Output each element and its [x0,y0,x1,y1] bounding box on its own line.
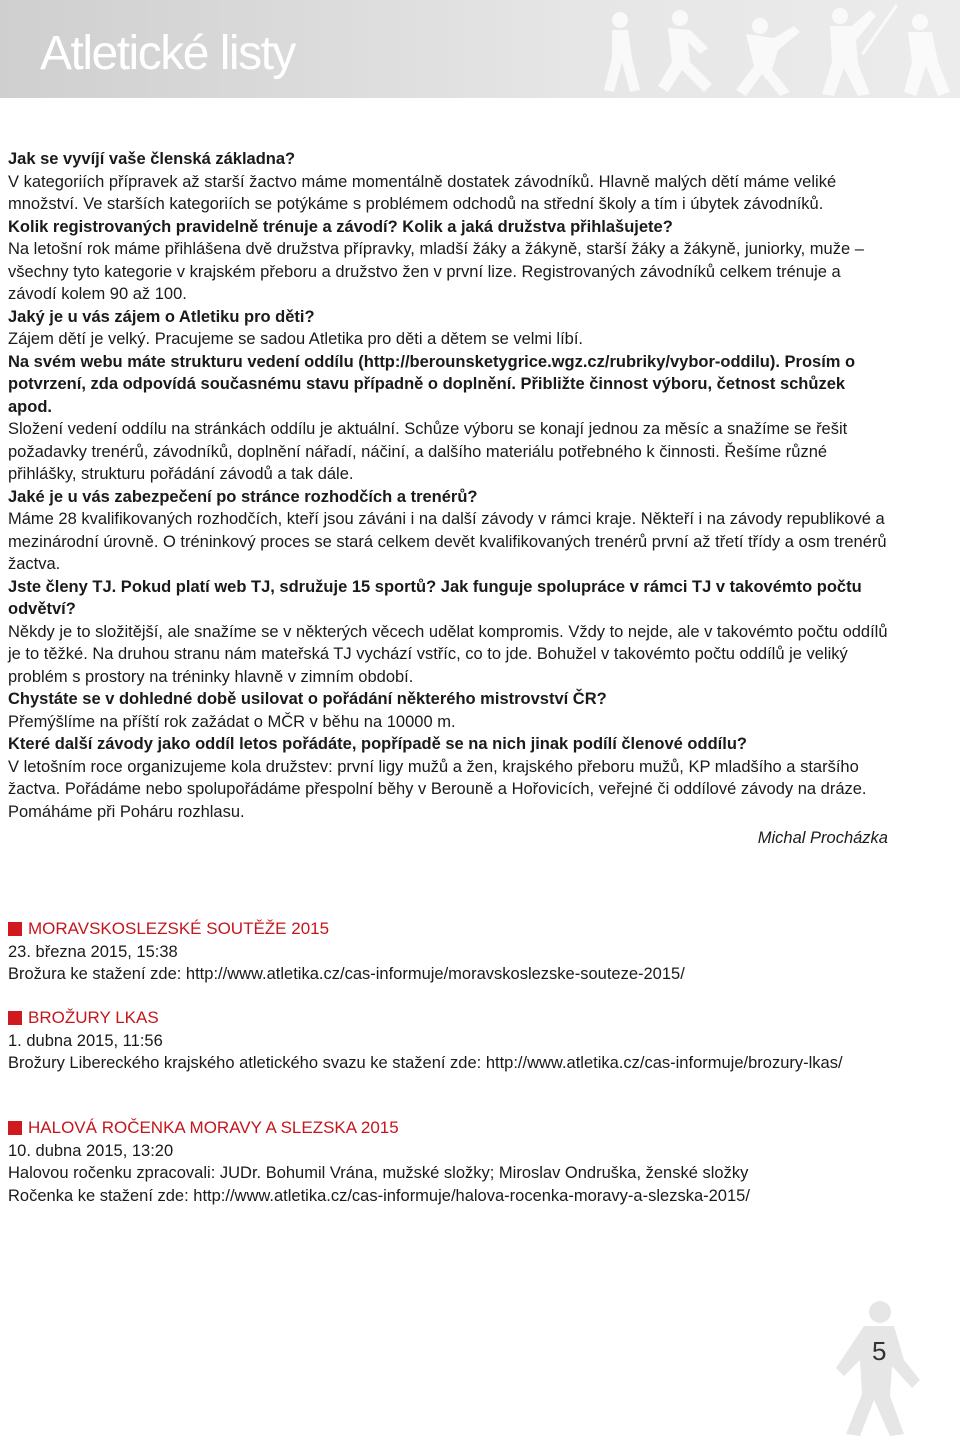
interview-question: Na svém webu máte strukturu vedení oddílu (http://berounsketygrice.wgz.cz/rubriky/vybor-oddilu). Prosím o potvrzení, zda odpovídá současnému stavu případně o doplnění. Přibližte činnost výboru, četnost schůzek apod. [8,352,856,416]
interview-question: Jaký je u vás zájem o Atletiku pro děti? [8,307,315,326]
interview-question: Jak se vyvíjí vaše členská základna? [8,150,296,168]
news-item [8,918,888,986]
news-body-line: Brožura ke stažení zde: http://www.atletika.cz/cas-informuje/moravskoslezske-souteze-2015/ [8,965,685,983]
news-body-line: Brožury Libereckého krajského atletického svazu ke stažení zde: http://www.atletika.cz/cas-informuje/brozury-lkas/ [8,1054,843,1072]
interview-answer: V kategoriích přípravek až starší žactvo máme momentálně dostatek závodníků. Hlavně malých dětí máme veliké množství. Ve starších kategoriích se potýkáme s problémem odchodů na střední školy a tím i úbytek závodníků. [8,172,837,213]
news-date: 1. dubna 2015, 11:56 [8,1031,163,1050]
news-title-text: BROŽURY LKAS [28,1008,159,1027]
interview-article [8,148,888,850]
runner-silhouette-icon [820,1300,930,1436]
interview-answer: Na letošní rok máme přihlášena dvě družstva přípravky, mladší žáky a žákyně, starší žáky a žákyně, juniorky, muže – všechny tyto kategorie v krajském přeboru a družstvo žen v první lize. Registrovaných závodníků celkem trénuje a závodí kolem 90 až 100. [8,240,864,303]
red-square-icon [8,1011,22,1025]
red-square-icon [8,1121,22,1135]
interview-question: Jste členy TJ. Pokud platí web TJ, sdružuje 15 sportů? Jak funguje spolupráce v rámci TJ v takovémto počtu odvětví? [8,577,862,618]
interview-answer: V letošním roce organizujeme kola družstev: první ligy mužů a žen, krajského přeboru mužů, KP mladšího a staršího žactva. Pořádáme nebo spolupořádáme přespolní běhy v Berouně a Hořovicích, veřejné či oddílové závody na dráze. Pomáháme při Poháru rozhlasu. [8,757,867,821]
interview-answer: Máme 28 kvalifikovaných rozhodčích, kteří jsou záváni i na další závody v rámci kraje. Někteří i na závody republikové a mezinárodní úrovně. O tréninkový proces se stará celkem devět kvalifikovaných trenérů první až třetí třídy a osm trenérů žactva. [8,510,887,573]
news-title [8,1117,888,1140]
interview-question: Chystáte se v dohledné době usilovat o pořádání některého mistrovství ČR? [8,690,607,708]
news-title [8,918,888,941]
red-square-icon [8,922,22,936]
news-title-text: HALOVÁ ROČENKA MORAVY A SLEZSKA 2015 [28,1118,399,1137]
page-header [0,0,960,98]
interview-answer: Někdy je to složitější, ale snažíme se v některých věcech udělat kompromis. Vždy to nejde, ale v takovémto počtu oddílů je to těžké. Na druhou stranu nám mateřská TJ vychází vstříc, co to jde. Bohužel v takovémto počtu oddílů je veliký problém s prostory na tréninky hlavně v zimním období. [8,622,888,686]
interview-question: Jaké je u vás zabezpečení po stránce rozhodčích a trenérů? [8,487,478,506]
interview-answer: Přemýšlíme na příští rok zažádat o MČR v běhu na 10000 m. [8,712,456,731]
news-title-text: MORAVSKOSLEZSKÉ SOUTĚŽE 2015 [28,919,330,938]
news-date: 23. března 2015, 15:38 [8,942,178,961]
interview-question: Kolik registrovaných pravidelně trénuje a závodí? Kolik a jaká družstva přihlašujete? [8,217,673,236]
news-title [8,1007,888,1030]
interview-answer: Složení vedení oddílu na stránkách oddílu je aktuální. Schůze výboru se konají jednou za měsíc a snažíme se řešit požadavky trenérů, závodníků, doplnění nářadí, náčiní, a dalšího materiálu potřebného k činnosti. Řešíme různé přihlášky, strukturu pořádání závodů a tak dále. [8,420,848,483]
news-body-line: Halovou ročenku zpracovali: JUDr. Bohumil Vrána, mužské složky; Miroslav Ondruška, ženské složky [8,1164,749,1182]
interview-answer: Zájem dětí je velký. Pracujeme se sadou Atletika pro děti a dětem se velmi líbí. [8,330,584,348]
news-date: 10. dubna 2015, 13:20 [8,1141,174,1160]
news-item [8,1007,888,1075]
news-item [8,1117,888,1207]
news-body-line: Ročenka ke stažení zde: http://www.atletika.cz/cas-informuje/halova-rocenka-moravy-a-slezska-2015/ [8,1186,750,1205]
athletes-silhouette-icon [540,0,960,98]
author-signature: Michal Procházka [757,829,888,847]
page-number: 5 [872,1336,887,1366]
publication-title: Atletické listy [40,27,295,80]
interview-question: Které další závody jako oddíl letos pořádáte, popřípadě se na nich jinak podílí členové oddílu? [8,735,747,753]
